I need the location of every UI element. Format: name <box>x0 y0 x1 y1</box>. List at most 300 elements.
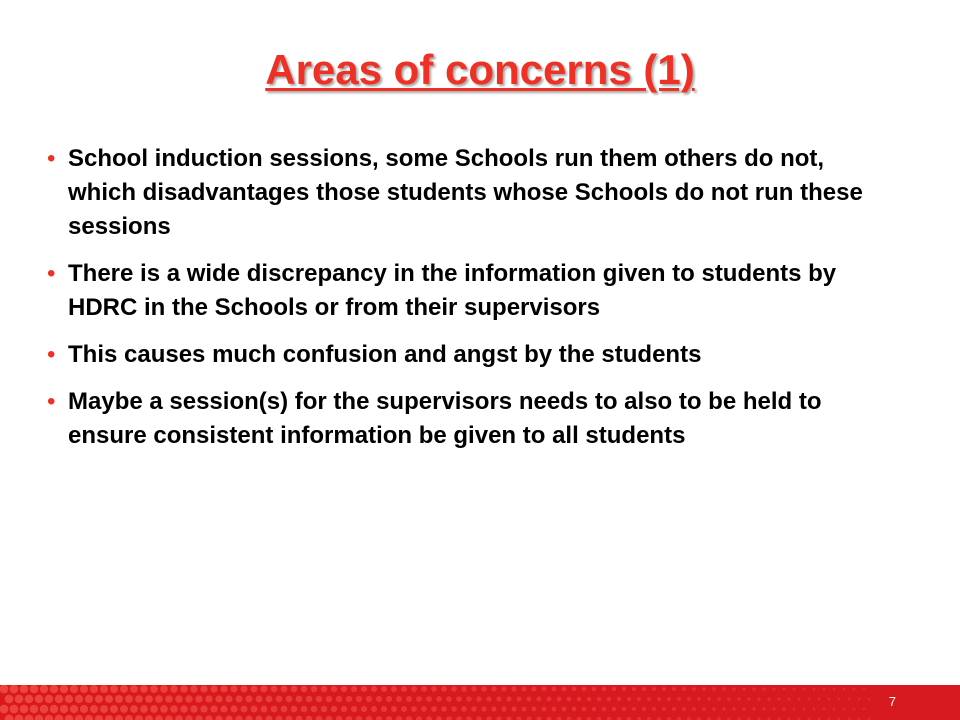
pattern-dot <box>858 698 861 701</box>
bullet-text: Maybe a session(s) for the supervisors needs to also to be held to ensure consistent information be given to all students <box>68 388 822 449</box>
pattern-dot <box>105 715 113 720</box>
pattern-dot <box>752 687 755 690</box>
pattern-dot <box>215 695 222 702</box>
pattern-dot <box>622 687 626 691</box>
pattern-dot <box>762 687 765 690</box>
pattern-dot <box>220 685 227 692</box>
pattern-dot <box>341 706 347 712</box>
pattern-dot <box>737 697 741 701</box>
pattern-dot <box>35 695 44 704</box>
pattern-dot <box>351 686 357 692</box>
pattern-dot <box>697 697 701 701</box>
pattern-dot <box>386 716 392 720</box>
pattern-dot <box>50 705 58 713</box>
pattern-dot <box>446 716 452 720</box>
pattern-dot <box>506 716 511 720</box>
pattern-dot <box>431 686 437 692</box>
pattern-dot <box>853 708 856 711</box>
pattern-dot <box>180 685 188 693</box>
pattern-dot <box>296 696 303 703</box>
pattern-dot <box>155 715 163 720</box>
pattern-dot <box>782 687 785 690</box>
pattern-dot <box>632 687 636 691</box>
pattern-dot <box>15 715 24 720</box>
pattern-dot <box>592 707 597 712</box>
pattern-dot <box>115 715 123 720</box>
pattern-dot <box>381 706 387 712</box>
pattern-dot <box>321 706 328 713</box>
pattern-dot <box>567 697 572 702</box>
pattern-dot <box>582 687 587 692</box>
pattern-dot <box>642 687 646 691</box>
pattern-dot <box>120 685 128 693</box>
pattern-dot <box>792 707 795 710</box>
pattern-dot <box>622 707 626 711</box>
bullet-item <box>47 142 887 244</box>
pattern-dot <box>130 685 138 693</box>
pattern-dot <box>271 706 278 713</box>
pattern-dot <box>65 715 73 720</box>
pattern-dot <box>491 686 496 691</box>
pattern-dot <box>542 707 547 712</box>
pattern-dot <box>205 695 212 702</box>
pattern-dot <box>421 686 427 692</box>
pattern-dot <box>391 686 397 692</box>
pattern-dot <box>562 707 567 712</box>
pattern-dot <box>200 685 207 692</box>
pattern-dot <box>175 715 183 720</box>
pattern-dot <box>45 695 53 703</box>
pattern-dot <box>406 696 412 702</box>
pattern-dot <box>25 695 34 704</box>
pattern-dot <box>140 705 148 713</box>
pattern-dot <box>10 705 19 714</box>
pattern-dot <box>833 688 836 691</box>
pattern-dot <box>612 707 616 711</box>
pattern-dot <box>195 715 202 720</box>
pattern-dot <box>185 715 192 720</box>
pattern-dot <box>240 705 247 712</box>
pattern-dot <box>0 705 8 714</box>
pattern-dot <box>818 698 821 701</box>
pattern-dot <box>5 715 14 720</box>
pattern-dot <box>150 705 158 713</box>
pattern-dot <box>266 696 273 703</box>
pattern-dot <box>552 687 557 692</box>
pattern-dot <box>40 685 48 693</box>
pattern-dot <box>592 687 597 692</box>
pattern-dot <box>572 687 577 692</box>
pattern-dot <box>291 686 298 693</box>
bullet-item <box>47 338 887 372</box>
pattern-dot <box>225 715 232 720</box>
pattern-dot <box>225 695 232 702</box>
pattern-dot <box>627 697 631 701</box>
pattern-dot <box>361 686 367 692</box>
pattern-dot <box>562 687 567 692</box>
pattern-dot <box>722 687 726 691</box>
bullet-icon: • <box>47 145 56 172</box>
pattern-dot <box>396 696 402 702</box>
pattern-dot <box>587 697 592 702</box>
pattern-dot <box>80 705 88 713</box>
pattern-dot <box>682 707 686 711</box>
pattern-dot <box>80 685 88 693</box>
pattern-dot <box>537 697 542 702</box>
pattern-dot <box>261 706 268 713</box>
pattern-dot <box>55 695 63 703</box>
pattern-dot <box>346 696 352 702</box>
pattern-dot <box>637 697 641 701</box>
pattern-dot <box>245 695 252 702</box>
pattern-dot <box>702 707 706 711</box>
pattern-dot <box>516 696 521 701</box>
pattern-dot <box>256 696 263 703</box>
pattern-dot <box>190 685 197 692</box>
bullet-icon: • <box>47 260 56 287</box>
pattern-dot <box>557 717 562 720</box>
pattern-dot <box>105 695 113 703</box>
pattern-dot <box>772 707 775 710</box>
pattern-dot <box>125 695 133 703</box>
pattern-dot <box>486 716 491 720</box>
pattern-dot <box>577 717 582 720</box>
pattern-dot <box>30 705 39 714</box>
pattern-dot <box>526 716 531 720</box>
bullet-list <box>47 142 887 466</box>
pattern-dot <box>537 717 542 720</box>
pattern-dot <box>145 695 153 703</box>
pattern-dot <box>411 706 417 712</box>
pattern-dot <box>125 715 133 720</box>
pattern-dot <box>802 707 805 710</box>
pattern-dot <box>757 697 760 700</box>
pattern-dot <box>476 716 481 720</box>
pattern-dot <box>662 687 666 691</box>
pattern-dot <box>50 685 58 693</box>
pattern-dot <box>230 705 237 712</box>
pattern-dot <box>0 685 8 693</box>
bullet-text: School induction sessions, some Schools run them others do not, which disadvantages those students whose Schools do not run these sessions <box>68 145 863 240</box>
pattern-dot <box>85 695 93 703</box>
pattern-dot <box>321 686 328 693</box>
pattern-dot <box>391 706 397 712</box>
pattern-dot <box>823 708 826 711</box>
pattern-dot <box>802 687 805 690</box>
pattern-dot <box>863 688 866 691</box>
pattern-dot <box>682 687 686 691</box>
pattern-dot <box>296 716 303 720</box>
pattern-dot <box>185 695 192 702</box>
dot-pattern <box>0 685 960 720</box>
pattern-dot <box>602 707 607 712</box>
pattern-dot <box>100 685 108 693</box>
pattern-dot <box>506 696 511 701</box>
pattern-dot <box>331 686 337 692</box>
pattern-dot <box>261 686 268 693</box>
bullet-item <box>47 385 887 453</box>
pattern-dot <box>356 716 362 720</box>
pattern-dot <box>15 695 24 704</box>
footer-band <box>0 685 960 720</box>
pattern-dot <box>752 707 755 710</box>
pattern-dot <box>411 686 417 692</box>
pattern-dot <box>396 716 402 720</box>
pattern-dot <box>607 697 611 701</box>
pattern-dot <box>220 705 227 712</box>
pattern-dot <box>376 696 382 702</box>
pattern-dot <box>471 686 476 691</box>
pattern-dot <box>712 707 716 711</box>
pattern-dot <box>245 715 252 720</box>
pattern-dot <box>416 696 422 702</box>
pattern-dot <box>742 687 746 691</box>
pattern-dot <box>401 706 407 712</box>
pattern-dot <box>240 685 247 692</box>
pattern-dot <box>311 706 318 713</box>
pattern-dot <box>602 687 607 692</box>
pattern-dot <box>311 686 318 693</box>
pattern-dot <box>868 698 871 701</box>
page-number: 7 <box>888 694 896 709</box>
pattern-dot <box>251 686 258 693</box>
pattern-dot <box>632 707 636 711</box>
pattern-dot <box>572 707 577 712</box>
pattern-dot <box>476 696 481 701</box>
pattern-dot <box>356 696 362 702</box>
pattern-dot <box>516 716 521 720</box>
pattern-dot <box>532 687 537 692</box>
pattern-dot <box>797 697 800 700</box>
pattern-dot <box>366 716 372 720</box>
pattern-dot <box>853 688 856 691</box>
pattern-dot <box>5 695 14 704</box>
pattern-dot <box>75 695 83 703</box>
pattern-dot <box>807 697 810 700</box>
pattern-dot <box>672 687 676 691</box>
pattern-dot <box>567 717 572 720</box>
pattern-dot <box>70 705 78 713</box>
pattern-dot <box>336 716 342 720</box>
pattern-dot <box>215 715 222 720</box>
slide-title: Areas of concerns (1) <box>265 46 695 93</box>
pattern-dot <box>717 697 721 701</box>
pattern-dot <box>371 686 377 692</box>
pattern-dot <box>205 715 212 720</box>
bullet-item <box>47 257 887 325</box>
pattern-dot <box>762 707 765 710</box>
pattern-dot <box>40 705 48 713</box>
pattern-dot <box>747 697 750 700</box>
pattern-dot <box>276 696 283 703</box>
pattern-dot <box>446 696 452 702</box>
pattern-dot <box>90 705 98 713</box>
pattern-dot <box>371 706 377 712</box>
pattern-dot <box>165 715 173 720</box>
pattern-dot <box>742 707 746 711</box>
pattern-dot <box>95 715 103 720</box>
pattern-dot <box>336 696 342 702</box>
pattern-dot <box>351 706 357 712</box>
pattern-dot <box>165 695 173 703</box>
bullet-icon: • <box>47 341 56 368</box>
pattern-dot <box>461 686 467 692</box>
pattern-dot <box>130 705 138 713</box>
pattern-dot <box>521 686 526 691</box>
pattern-dot <box>75 715 83 720</box>
pattern-dot <box>496 716 501 720</box>
pattern-dot <box>271 686 278 693</box>
pattern-dot <box>376 716 382 720</box>
pattern-dot <box>110 685 118 693</box>
pattern-dot <box>331 706 337 712</box>
pattern-dot <box>200 705 207 712</box>
pattern-dot <box>833 708 836 711</box>
bullet-text: There is a wide discrepancy in the information given to students by HDRC in the Schools or from their supervisors <box>68 260 837 321</box>
pattern-dot <box>471 706 476 711</box>
pattern-dot <box>812 707 815 710</box>
pattern-dot <box>316 716 323 720</box>
pattern-dot <box>501 706 506 711</box>
pattern-dot <box>792 687 795 690</box>
pattern-dot <box>386 696 392 702</box>
pattern-dot <box>301 686 308 693</box>
pattern-dot <box>441 706 447 712</box>
pattern-dot <box>667 697 671 701</box>
pattern-dot <box>843 708 846 711</box>
pattern-dot <box>732 707 736 711</box>
pattern-dot <box>426 716 432 720</box>
pattern-dot <box>341 686 347 692</box>
pattern-dot <box>657 697 661 701</box>
pattern-dot <box>286 716 293 720</box>
pattern-dot <box>597 697 602 702</box>
pattern-dot <box>692 687 696 691</box>
pattern-dot <box>100 705 108 713</box>
pattern-dot <box>441 686 447 692</box>
pattern-dot <box>547 717 552 720</box>
pattern-dot <box>115 695 123 703</box>
pattern-dot <box>511 686 516 691</box>
pattern-dot <box>712 687 716 691</box>
pattern-dot <box>552 707 557 712</box>
pattern-dot <box>722 707 726 711</box>
pattern-dot <box>210 685 217 692</box>
pattern-dot <box>823 688 826 691</box>
pattern-dot <box>170 685 178 693</box>
pattern-dot <box>542 687 547 692</box>
pattern-dot <box>777 697 780 700</box>
pattern-dot <box>326 716 332 720</box>
pattern-dot <box>843 688 846 691</box>
pattern-dot <box>95 695 103 703</box>
pattern-dot <box>406 716 412 720</box>
pattern-dot <box>281 686 288 693</box>
pattern-dot <box>456 716 462 720</box>
pattern-dot <box>140 685 148 693</box>
pattern-dot <box>767 697 770 700</box>
pattern-dot <box>135 715 143 720</box>
pattern-dot <box>256 716 263 720</box>
pattern-dot <box>291 706 298 713</box>
pattern-dot <box>557 697 562 702</box>
pattern-dot <box>70 685 78 693</box>
bullet-text: This causes much confusion and angst by the students <box>68 341 702 368</box>
pattern-dot <box>461 706 467 712</box>
pattern-dot <box>230 685 237 692</box>
pattern-dot <box>10 685 19 693</box>
pattern-dot <box>160 685 168 693</box>
pattern-dot <box>301 706 308 713</box>
pattern-dot <box>687 697 691 701</box>
pattern-dot <box>210 705 217 712</box>
pattern-dot <box>135 695 143 703</box>
pattern-dot <box>828 698 831 701</box>
pattern-dot <box>652 687 656 691</box>
pattern-dot <box>60 685 68 693</box>
pattern-dot <box>195 695 202 702</box>
pattern-dot <box>692 707 696 711</box>
pattern-dot <box>466 696 471 701</box>
pattern-dot <box>491 706 496 711</box>
pattern-dot <box>486 696 491 701</box>
pattern-dot <box>547 697 552 702</box>
pattern-dot <box>160 705 168 713</box>
pattern-dot <box>316 696 323 703</box>
pattern-dot <box>235 715 242 720</box>
pattern-dot <box>732 687 736 691</box>
pattern-dot <box>532 707 537 712</box>
pattern-dot <box>501 686 506 691</box>
pattern-dot <box>381 686 387 692</box>
pattern-dot <box>481 706 486 711</box>
pattern-dot <box>511 706 516 711</box>
pattern-dot <box>612 687 616 691</box>
pattern-dot <box>346 716 352 720</box>
pattern-dot <box>45 715 53 720</box>
pattern-dot <box>251 706 258 713</box>
pattern-dot <box>25 715 34 720</box>
pattern-dot <box>652 707 656 711</box>
pattern-dot <box>20 705 29 714</box>
pattern-dot <box>326 696 332 702</box>
pattern-dot <box>306 716 313 720</box>
pattern-dot <box>426 696 432 702</box>
pattern-dot <box>30 685 39 693</box>
pattern-dot <box>306 696 313 703</box>
pattern-dot <box>431 706 437 712</box>
pattern-dot <box>361 706 367 712</box>
pattern-dot <box>642 707 646 711</box>
pattern-dot <box>65 695 73 703</box>
pattern-dot <box>170 705 178 713</box>
pattern-dot <box>190 705 197 712</box>
pattern-dot <box>180 705 188 713</box>
pattern-dot <box>456 696 462 702</box>
pattern-dot <box>662 707 666 711</box>
pattern-dot <box>436 716 442 720</box>
pattern-dot <box>772 687 775 690</box>
pattern-dot <box>647 697 651 701</box>
pattern-dot <box>120 705 128 713</box>
pattern-dot <box>436 696 442 702</box>
pattern-dot <box>782 707 785 710</box>
pattern-dot <box>787 697 790 700</box>
pattern-dot <box>235 695 242 702</box>
pattern-dot <box>451 706 457 712</box>
bullet-icon: • <box>47 388 56 415</box>
pattern-dot <box>707 697 711 701</box>
